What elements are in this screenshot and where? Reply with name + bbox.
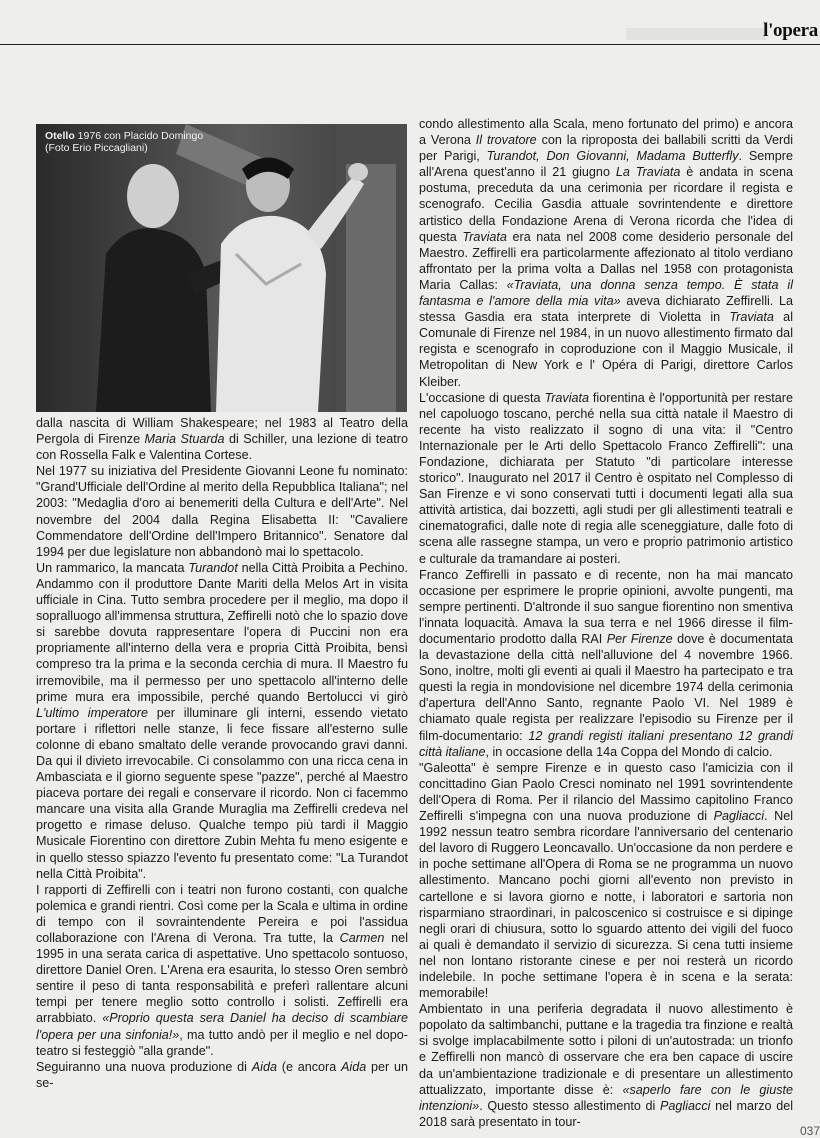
- italic-title: Traviata: [462, 229, 507, 244]
- paragraph-text: Franco Zeffirelli in passato e di recente, non ha mai mancato occasione per esprimere le proprie opinioni, avvolte pungenti, ma sempre pertinenti. D'altronde il suo sangue fiorentino non smentiva l'innata loquacità. Amava la sua terra e nel 1966 diresse il film-documentario prodotto dalla RAI: [419, 567, 793, 646]
- italic-title: L'ultimo imperatore: [36, 705, 148, 720]
- article-paragraph: [36, 1059, 408, 1091]
- paragraph-text: per illuminare gli interni, essendo vietato portare i riflettori nelle stanze, li fece fissare all'esterno sulle colonne di ebano smaltato delle verande provocando gravi danni. Da qui il divieto irrevocabile. Ci consolammo con una ricca cena in Ambasciata e il giorno seguente spese "pazze", perché al Maestro piaceva portare dei regali e conservare il ricordo. Non ci facemmo mancare una visita alla Grande Muraglia ma Zeffirelli credeva nel progetto e rimase deluso. Qualche tempo più tardi il Maggio Musicale Fiorentino con direttore Zubin Mehta fu meno esigente e in quello stesso spiazzo l'evento fu presentato come: "La Turandot nella Città Proibita".: [36, 705, 408, 881]
- article-paragraph: [419, 1001, 793, 1130]
- photo-caption: [45, 130, 203, 154]
- italic-title: Aida: [341, 1059, 367, 1074]
- photo-otello: [36, 124, 407, 412]
- article-paragraph: [36, 882, 408, 1059]
- italic-title: Traviata: [544, 390, 590, 405]
- header-rule: [0, 44, 820, 45]
- section-tab: [626, 28, 766, 40]
- paragraph-text: di Schiller, una lezione di teatro con Rossella Falk e Valentina Cortese.: [36, 432, 408, 463]
- paragraph-text: per un se-: [36, 1059, 408, 1090]
- paragraph-text: aveva dichiarato Zeffirelli. La stessa Gasdia era stata interprete di Violetta in: [419, 294, 794, 325]
- paragraph-text: nella Città Proibita a Pechino. Andammo con il produttore Dante Mariti della Melos Art in visita ufficiale in Cina. Tutto sembra procedere per il meglio, ma dopo il sopralluogo all'immensa struttura, Zeffirelli notò che lo spazio dove si sarebbe dovuta rappresentare l'opera di Puccini non era propriamente all'interno della vera e propria Città Proibita, bensì compreso tra la prima e la seconda cerchia di mura. Il Maestro fu irremovibile, ma il permesso per uno spettacolo all'interno delle prime mura era impossibile, perché quando Bertolucci vi girò: [36, 560, 408, 704]
- paragraph-text: condo allestimento alla Scala, meno fortunato del primo) e ancora a Verona: [419, 117, 793, 148]
- paragraph-text: con la riproposta dei ballabili scritti da Verdi per Parigi,: [419, 133, 793, 164]
- paragraph-text: è andata in scena postuma, preceduta da una cerimonia per ricordare il regista e scenografo. Cecilia Gasdia attuale sovrintendente e direttore artistico della Fondazione Arena di Verona ricorda che l'idea di questa: [419, 165, 793, 244]
- italic-title: Carmen: [339, 931, 385, 945]
- caption-title: Otello: [45, 130, 75, 142]
- italic-title: «Proprio questa sera Daniel ha deciso di scambiare l'opera per una sinfonia!»: [36, 1011, 408, 1042]
- paragraph-text: , ma tutto andò per il meglio e nel dopo-teatro si festeggiò "alla grande".: [36, 1027, 408, 1058]
- paragraph-text: era nata nel 2008 come desiderio personale del Maestro. Zeffirelli era particolarmente affezionato al titolo verdiano affrontato per la prima volta a Dallas nel 1958 con protagonista Maria Callas:: [419, 229, 793, 292]
- italic-title: La Traviata: [615, 165, 681, 180]
- paragraph-text: al Comunale di Firenze nel 1984, in un nuovo allestimento firmato dal regista e scenografo in coproduzione con il Maggio Musicale, il Metropolitan di New York e l' Opéra di Parigi, direttore Carlos Kleiber.: [419, 310, 793, 389]
- right-column: [419, 116, 793, 1130]
- article-paragraph: [36, 415, 408, 463]
- article-paragraph: [419, 390, 793, 567]
- caption-text: 1976 con Placido Domingo: [74, 130, 204, 142]
- page-number: 037: [799, 1124, 820, 1138]
- paragraph-text: . Nel 1992 nessun teatro sembra ricordare l'anniversario del centenario del lavoro di Ruggero Leoncavallo. Un'occasione da non perdere e in poche settimane all'Opera di Roma se ne programma un nuovo allestimento. Mancano pochi giorni all'evento non previsto in cartellone e si lavora giorno e notte, i laboratori e sartoria non risparmiano straordinari, in palcoscenico si costruisce e si dipinge negli orari di chiusura, sotto lo sguardo attento dei vigili del fuoco ai quali è demandato il servizio di sicurezza. Si cena tutti insieme nel non lontano ristorante cinese e per noi resterà un ricordo indelebile. In poche settimane l'opera è in scena e la serata: memorabile!: [419, 809, 793, 1001]
- italic-title: Traviata: [729, 310, 774, 325]
- italic-title: Maria Stuarda: [144, 432, 225, 447]
- paragraph-text: Un rammarico, la mancata: [36, 560, 189, 575]
- paragraph-text: nel marzo del 2018 sarà presentato in tour-: [419, 1098, 793, 1129]
- italic-title: «saperlo fare con le giuste intenzioni»: [419, 1082, 794, 1113]
- article-paragraph: [36, 560, 408, 882]
- paragraph-text: Nel 1977 su iniziativa del Presidente Giovanni Leone fu nominato: "Grand'Ufficiale dell'Ordine al merito della Repubblica Italiana"; nel 2003: "Medaglia d'oro ai benemeriti della Cultura e dell'Arte". Nel novembre del 2004 dalla Regina Elisabetta II: "Cavaliere Commendatore dell'Ordine dell'Impero Britannico". Senatore dal 1994 per due legislature non abbandonò mai lo spettacolo.: [36, 464, 408, 559]
- italic-title: Aida: [251, 1059, 277, 1074]
- italic-title: Pagliacci: [660, 1098, 711, 1113]
- caption-credit: (Foto Erio Piccagliani): [45, 142, 148, 154]
- left-column: [36, 415, 408, 1091]
- paragraph-text: , in occasione della 14a Coppa del Mondo di calcio.: [485, 744, 773, 759]
- italic-title: Turandot, Don Giovanni, Madama Butterfly: [486, 149, 739, 164]
- italic-title: Turandot: [188, 560, 238, 575]
- italic-title: Pagliacci: [713, 809, 765, 824]
- paragraph-text: Ambientato in una periferia degradata il nuovo allestimento è popolato da saltimbanchi, puttane e la tragedia tra finzione e realtà si svolge implacabilmente sotto i piloni di un'autostrada: un trionfo e Zeffirelli non mancò di osservare che era ben capace di uscire da un'ambientazione tradizionale e di presentare un allestimento attualizzato, importante disse è:: [419, 1002, 793, 1097]
- paragraph-text: . Questo stesso allestimento di: [479, 1098, 661, 1113]
- paragraph-text: (e ancora: [276, 1059, 342, 1074]
- paragraph-text: dalla nascita di William Shakespeare; nel 1983 al Teatro della Pergola di Firenze: [36, 416, 408, 447]
- paragraph-text: L'occasione di questa: [419, 390, 545, 405]
- paragraph-text: nel 1995 in una serata carica di aspettative. Uno spettacolo sontuoso, direttore Daniel Oren. L'Arena era esaurita, lo stesso Oren sembrò sentire il peso di tanta responsabilità e preferì rallentare alcuni tempi per tenere meglio sotto controllo i solisti. Zeffirelli era arrabbiato.: [36, 931, 408, 1026]
- article-paragraph: [419, 567, 793, 760]
- italic-title: Il trovatore: [475, 133, 537, 148]
- paragraph-text: Seguiranno una nuova produzione di: [36, 1059, 252, 1074]
- article-paragraph: [36, 463, 408, 560]
- paragraph-text: "Galeotta" è sempre Firenze e in questo caso l'amicizia con il concittadino Gian Paolo Cresci nominato nel 1991 sovrintendente dell'Opera di Roma. Per il rilancio del Massimo capitolino Franco Zeffirelli s'impegna con una nuova produzione di: [419, 760, 793, 824]
- italic-title: 12 grandi registi italiani presentano 12 grandi città italiane: [419, 728, 793, 759]
- paragraph-text: fiorentina è l'opportunità per restare nel capoluogo toscano, perché nella sua città natale il Maestro di recente ha visto realizzato il sogno di una vita: il "Centro Internazionale per le Arti dello Spettacolo Franco Zeffirelli": una Fondazione, dichiarata per Statuto "di particolare interesse storico". Inaugurato nel 2017 il Centro è ospitato nel Complesso di San Firenze e vi sono conservati tutti i documenti legati alla sua attività artistica, dai bozzetti, agli studi per gli allestimenti teatrali e cinematografici, dalle note di regia alle sceneggiature, dalle foto di scena alle rassegne stampa, un vero e proprio patrimonio artistico e culturale da tramandare ai posteri.: [419, 390, 793, 566]
- magazine-brand: l'opera: [763, 20, 818, 41]
- article-paragraph: [419, 760, 793, 1001]
- italic-title: Per Firenze: [606, 632, 673, 646]
- photo-image: [36, 124, 407, 412]
- paragraph-text: . Sempre all'Arena quest'anno il 21 giugno: [419, 149, 793, 180]
- paragraph-text: dove è documentata la devastazione della città nell'alluvione del 4 novembre 1966. Sono, inoltre, molti gli eventi ai quali il Maestro ha partecipato e tra questi la regia in mondovisione nel dicembre 1974 della cerimonia d'apertura dell'Anno Santo, regnante Paolo VI. Nel 1989 è chiamato quale regista per realizzare l'episodio su Firenze per il film-documentario:: [419, 632, 794, 743]
- article-paragraph: [419, 116, 793, 390]
- italic-title: «Traviata, una donna senza tempo. È stata il fantasma e l'amore della mia vita»: [419, 277, 793, 309]
- paragraph-text: I rapporti di Zeffirelli con i teatri non furono costanti, con qualche polemica e grandi rientri. Così come per la Scala e ultima in ordine di tempo con il sovraintendente Pereira e poi l'assidua collaborazione con l'Arena di Verona. Tra tutte, la: [36, 882, 408, 945]
